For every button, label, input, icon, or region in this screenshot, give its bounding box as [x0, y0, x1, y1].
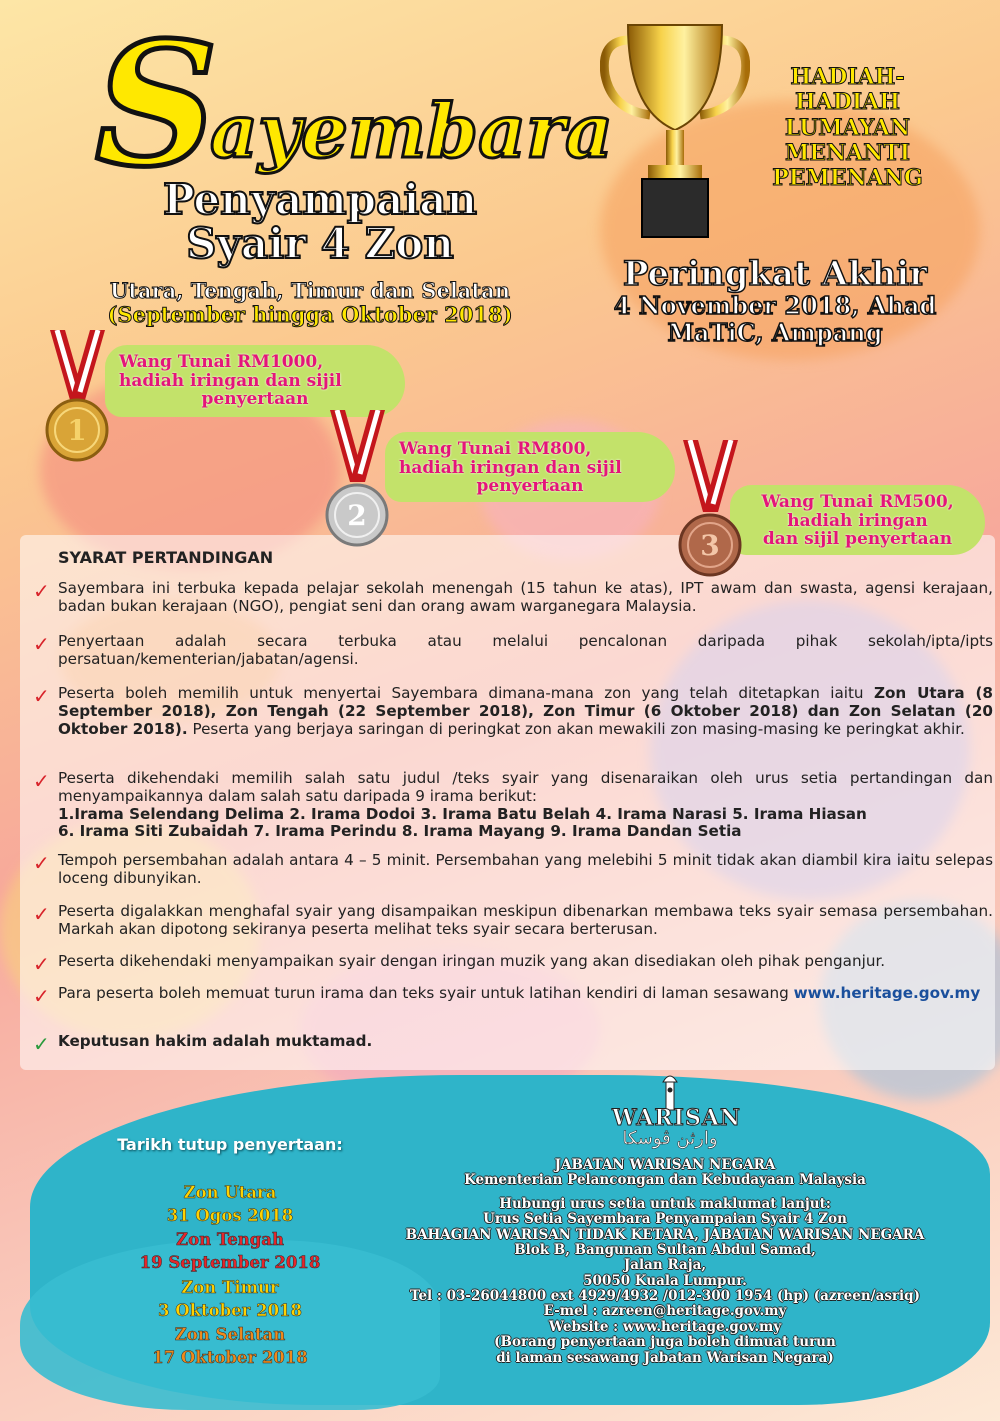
- prize-third-line-2: hadiah iringan: [787, 510, 928, 531]
- warisan-logo-jawi: وارثن ڤوسكا: [622, 1128, 718, 1149]
- final-title: Peringkat Akhir: [622, 254, 928, 294]
- medal-rank-3: 3: [700, 529, 720, 562]
- check-icon: ✓: [33, 902, 50, 926]
- prize-second-line-3: penyertaan: [476, 476, 584, 497]
- check-icon: ✓: [33, 1032, 50, 1056]
- final-venue: MaTiC, Ampang: [667, 317, 883, 347]
- organizer-contact: [360, 1158, 970, 1366]
- note-line: di laman sesawang Jabatan Warisan Negara): [496, 1349, 834, 1366]
- condition-text: [58, 770, 993, 841]
- condition-item: [33, 770, 993, 841]
- closing-date: 17 Oktober 2018: [152, 1348, 308, 1367]
- condition-item: [33, 984, 993, 1008]
- condition-text-part: Para peserta boleh memuat turun irama dan teks syair untuk latihan kendiri di laman sesawang: [58, 984, 789, 1002]
- prize-banner-line-2: HADIAH: [794, 89, 901, 116]
- gold-medal-icon: [35, 330, 120, 465]
- closing-date: 19 September 2018: [139, 1253, 321, 1272]
- check-icon: ✓: [33, 851, 50, 875]
- period-text: (September hingga Oktober 2018): [107, 302, 513, 327]
- condition-item: [33, 903, 993, 939]
- condition-text: Tempoh persembahan adalah antara 4 – 5 minit. Persembahan yang melebihi 5 minit tidak akan diambil kira iaitu selepas loceng dibunyikan.: [58, 851, 993, 887]
- closing-zone: Zon Tengah: [176, 1230, 284, 1249]
- condition-text: Keputusan hakim adalah muktamad.: [58, 1032, 373, 1050]
- check-icon: ✓: [33, 984, 50, 1008]
- prize-banner-line-5: PEMENANG: [772, 165, 923, 192]
- bronze-medal-icon: [668, 440, 753, 580]
- condition-item: [33, 685, 993, 738]
- condition-text: Peserta digalakkan menghafal syair yang disampaikan meskipun dibenarkan membawa teks syair semasa persembahan. Markah akan dipotong sekiranya peserta melihat teks syair secara berterusan.: [58, 902, 993, 938]
- dept-name: JABATAN WARISAN NEGARA: [554, 1157, 776, 1173]
- prize-second-line-1: Wang Tunai RM800,: [399, 439, 592, 459]
- heritage-link[interactable]: www.heritage.gov.my: [793, 984, 981, 1002]
- check-icon: ✓: [33, 579, 50, 603]
- condition-item: [33, 852, 993, 888]
- condition-text: Peserta dikehendaki menyampaikan syair dengan iringan muzik yang akan disediakan oleh pihak penganjur.: [58, 952, 886, 970]
- prize-second-line-2: hadiah iringan dan sijil: [399, 457, 622, 478]
- website[interactable]: Website : www.heritage.gov.my: [548, 1318, 782, 1335]
- medal-rank-2: 2: [347, 499, 367, 532]
- address-line: Jalan Raja,: [623, 1257, 707, 1274]
- note-line: (Borang penyertaan juga boleh dimuat turun: [494, 1334, 836, 1351]
- closing-date: 31 Ogos 2018: [166, 1206, 294, 1225]
- condition-text: Sayembara ini terbuka kepada pelajar sekolah menengah (15 tahun ke atas), IPT awam dan swasta, agensi kerajaan, badan bukan kerajaan (NGO), pengiat seni dan orang awam warganegara Malaysia.: [58, 579, 993, 615]
- subtitle-line-1: Penyampaian: [162, 175, 478, 224]
- check-icon: ✓: [33, 769, 50, 793]
- conditions-heading: SYARAT PERTANDINGAN: [58, 548, 274, 567]
- email[interactable]: E-mel : azreen@heritage.gov.my: [543, 1303, 787, 1320]
- prize-first-line-3: penyertaan: [201, 389, 309, 410]
- prize-banner-line-1: HADIAH-: [790, 64, 905, 90]
- prize-banner-line-4: MENANTI: [784, 139, 911, 166]
- check-icon: ✓: [33, 684, 50, 708]
- telephone: Tel : 03-26044800 ext 4929/4932 /012-300 1954 (hp) (azreen/asriq): [409, 1288, 921, 1304]
- prize-first-line-1: Wang Tunai RM1000,: [119, 352, 324, 372]
- final-date: 4 November 2018, Ahad: [613, 291, 937, 321]
- condition-text: Penyertaan adalah secara terbuka atau melalui pencalonan daripada pihak sekolah/ipta/ipts persatuan/kementerian/jabatan/agensi.: [58, 632, 993, 668]
- check-icon: ✓: [33, 632, 50, 656]
- prize-banner: [755, 65, 940, 191]
- contact-intro: Hubungi urus setia untuk maklumat lanjut:: [499, 1195, 831, 1212]
- prize-first-line-2: hadiah iringan dan sijil: [119, 370, 342, 391]
- warisan-logo: WARISAN: [612, 1105, 742, 1131]
- subtitle-line-2: Syair 4 Zon: [186, 219, 454, 269]
- closing-zone: Zon Selatan: [174, 1325, 286, 1344]
- condition-text-part: Peserta dikehendaki memilih salah satu judul /teks syair yang disenaraikan oleh urus setia pertandingan dan menyampaikannya dalam salah satu daripada 9 irama berikut:: [58, 769, 993, 805]
- closing-zone: Zon Utara: [183, 1183, 277, 1202]
- check-icon: ✓: [33, 952, 50, 976]
- address-line: 50050 Kuala Lumpur.: [583, 1272, 747, 1289]
- final-info: [575, 255, 975, 347]
- subtitle: [130, 175, 510, 269]
- address-line: Blok B, Bangunan Sultan Abdul Samad,: [514, 1241, 816, 1258]
- closing-date: 3 Oktober 2018: [157, 1301, 303, 1320]
- condition-text-part: Peserta boleh memilih untuk menyertai Sayembara dimana-mana zon yang telah ditetapkan iaitu: [58, 684, 874, 702]
- condition-text: [58, 985, 993, 1003]
- prize-third-line-3: dan sijil penyertaan: [762, 529, 953, 550]
- irama-list-line-1: 1.Irama Selendang Delima 2. Irama Dodoi 3. Irama Batu Belah 4. Irama Narasi 5. Irama Hiasan: [58, 804, 867, 823]
- prize-third: [730, 485, 985, 555]
- condition-item: [33, 1032, 993, 1056]
- closing-heading: Tarikh tutup penyertaan:: [117, 1135, 343, 1154]
- zones-text: Utara, Tengah, Timur dan Selatan: [110, 278, 510, 303]
- closing-zone: Zon Timur: [181, 1278, 279, 1297]
- zone-dates-text: Zon Utara (8 September 2018), Zon Tengah (22 September 2018), Zon Timur (6 Oktober 2018) dan Zon Selatan (20 Oktober 2018).: [58, 684, 994, 738]
- prize-banner-line-3: LUMAYAN: [784, 114, 911, 141]
- condition-item: [33, 633, 993, 669]
- prize-first: [105, 345, 405, 417]
- prize-third-line-1: Wang Tunai RM500,: [761, 492, 954, 512]
- title-main: ayembara: [210, 89, 613, 175]
- division: BAHAGIAN WARISAN TIDAK KETARA, JABATAN WARISAN NEGARA: [405, 1226, 925, 1243]
- condition-text: [58, 685, 993, 738]
- condition-text-part: Peserta yang berjaya saringan di peringkat zon akan mewakili zon masing-masing ke peringkat akhir.: [187, 719, 965, 738]
- irama-list-line-2: 6. Irama Siti Zubaidah 7. Irama Perindu 8. Irama Mayang 9. Irama Dandan Setia: [58, 822, 742, 841]
- title-initial: S: [95, 5, 218, 205]
- secretariat: Urus Setia Sayembara Penyampaian Syair 4 Zon: [483, 1211, 847, 1228]
- silver-medal-icon: [315, 410, 400, 550]
- condition-item: [33, 580, 993, 616]
- medal-rank-1: 1: [67, 414, 87, 447]
- trophy-icon: [600, 15, 750, 240]
- ministry-name: Kementerian Pelancongan dan Kebudayaan Malaysia: [464, 1172, 866, 1189]
- condition-item: [33, 952, 993, 976]
- prize-second: [385, 432, 675, 502]
